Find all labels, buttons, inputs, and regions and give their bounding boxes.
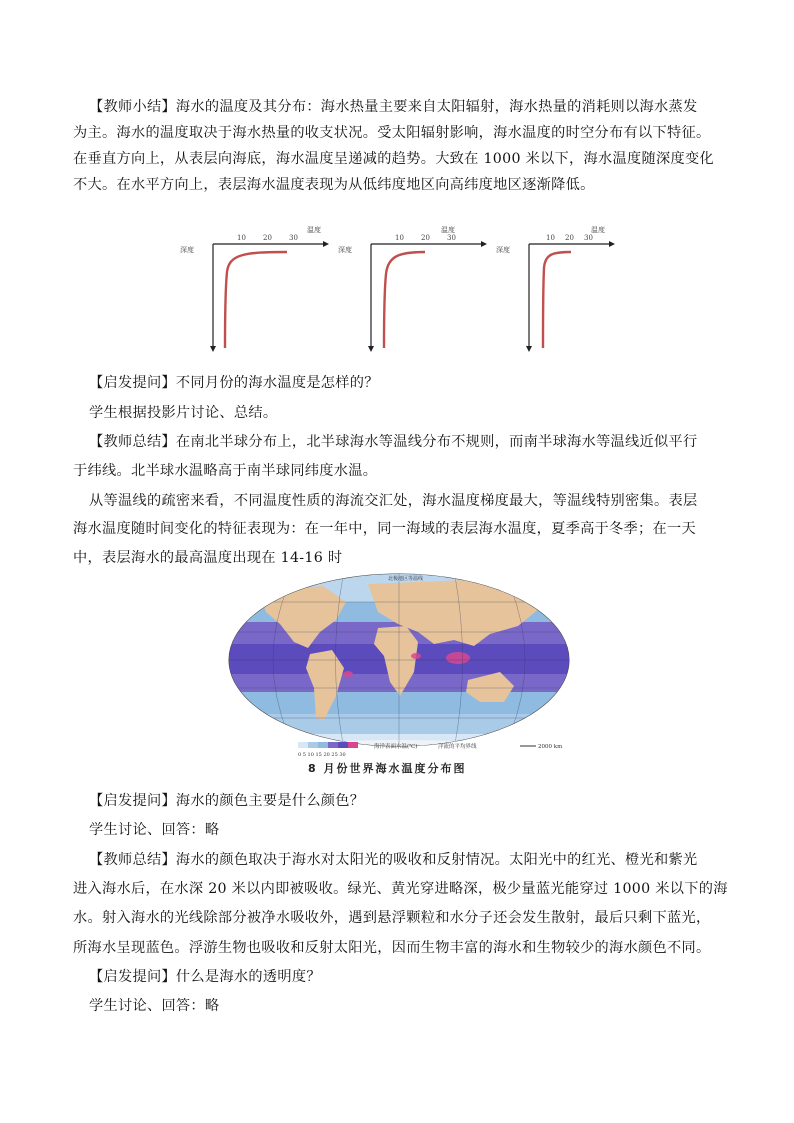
text-line: 为主。海水的温度取决于海水热量的收支状况。受太阳辐射影响，海水温度的时空分布有以下特征。	[73, 125, 711, 141]
student-activity: 学生根据投影片讨论、总结。	[89, 405, 278, 421]
x-axis-label: 温度	[441, 226, 455, 234]
text-line: 【教师小结】海水的温度及其分布：海水热量主要来自太阳辐射，海水热量的消耗则以海水蒸发	[89, 99, 698, 115]
legend-current-line: 洋流的平均界线	[438, 744, 477, 750]
question-prompt: 【启发提问】不同月份的海水温度是怎样的？	[89, 375, 379, 391]
tick-label: 10	[237, 234, 246, 242]
legend-ticks: 0 5 10 15 20 25 30	[298, 752, 346, 758]
y-axis-label: 深度	[338, 246, 352, 254]
text-line: 中，表层海水的最高温度出现在 14-16 时	[73, 550, 343, 566]
x-axis-label: 温度	[591, 226, 605, 234]
tick-label: 20	[565, 234, 574, 242]
x-axis-label: 温度	[307, 226, 321, 234]
tick-label: 30	[447, 234, 456, 242]
legend-title: 海洋表面水温(℃)	[374, 744, 418, 750]
tick-label: 30	[289, 234, 298, 242]
text-line: 在垂直方向上，从表层向海底，海水温度呈递减的趋势。大致在 1000 米以下，海水温度随深度变化	[73, 151, 714, 167]
text-line: 不大。在水平方向上，表层海水温度表现为从低纬度地区向高纬度地区逐渐降低。	[73, 177, 595, 193]
map-scale: 2000 km	[538, 744, 563, 750]
text-line: 【教师总结】在南北半球分布上，北半球海水等温线分布不规则，而南半球海水等温线近似平行	[89, 434, 698, 450]
profile-chart-3	[496, 225, 615, 352]
map-top-label: 北极地区等温线	[388, 576, 424, 582]
text-line: 水。射入海水的光线除部分被净水吸收外，遇到悬浮颗粒和水分子还会发生散射，最后只剩下蓝光，	[73, 910, 711, 926]
profile-charts-svg	[175, 222, 615, 352]
map-caption: 8 月份世界海水温度分布图	[308, 762, 467, 775]
student-activity: 学生讨论、回答：略	[89, 822, 220, 838]
text-line: 【教师总结】海水的颜色取决于海水对太阳光的吸收和反射情况。太阳光中的红光、橙光和紫光	[89, 852, 698, 868]
tick-label: 30	[584, 234, 593, 242]
map-svg	[228, 572, 570, 776]
profile-chart-1	[180, 225, 329, 352]
student-activity: 学生讨论、回答：略	[89, 998, 220, 1014]
y-axis-label: 深度	[496, 246, 510, 254]
text-line: 于纬线。北半球水温略高于南半球同纬度水温。	[73, 463, 378, 479]
tick-label: 10	[395, 234, 404, 242]
text-line: 所海水呈现蓝色。浮游生物也吸收和反射太阳光，因而生物丰富的海水和生物较少的海水颜色不同。	[73, 940, 711, 956]
tick-label: 10	[546, 234, 555, 242]
depth-temperature-profiles	[175, 222, 615, 352]
world-sea-temperature-map	[228, 572, 570, 776]
tick-label: 20	[421, 234, 430, 242]
tick-label: 20	[263, 234, 272, 242]
text-line: 进入海水后，在水深 20 米以内即被吸收。绿光、黄光穿进略深，极少量蓝光能穿过 1000 米以下的海	[73, 881, 728, 897]
question-prompt: 【启发提问】海水的颜色主要是什么颜色？	[89, 793, 365, 809]
profile-chart-2	[338, 225, 487, 352]
y-axis-label: 深度	[180, 246, 194, 254]
text-line: 从等温线的疏密来看，不同温度性质的海流交汇处，海水温度梯度最大，等温线特别密集。表层	[89, 493, 698, 509]
question-prompt: 【启发提问】什么是海水的透明度？	[89, 969, 321, 985]
text-line: 海水温度随时间变化的特征表现为：在一年中，同一海域的表层海水温度，夏季高于冬季；在一天	[73, 521, 696, 537]
